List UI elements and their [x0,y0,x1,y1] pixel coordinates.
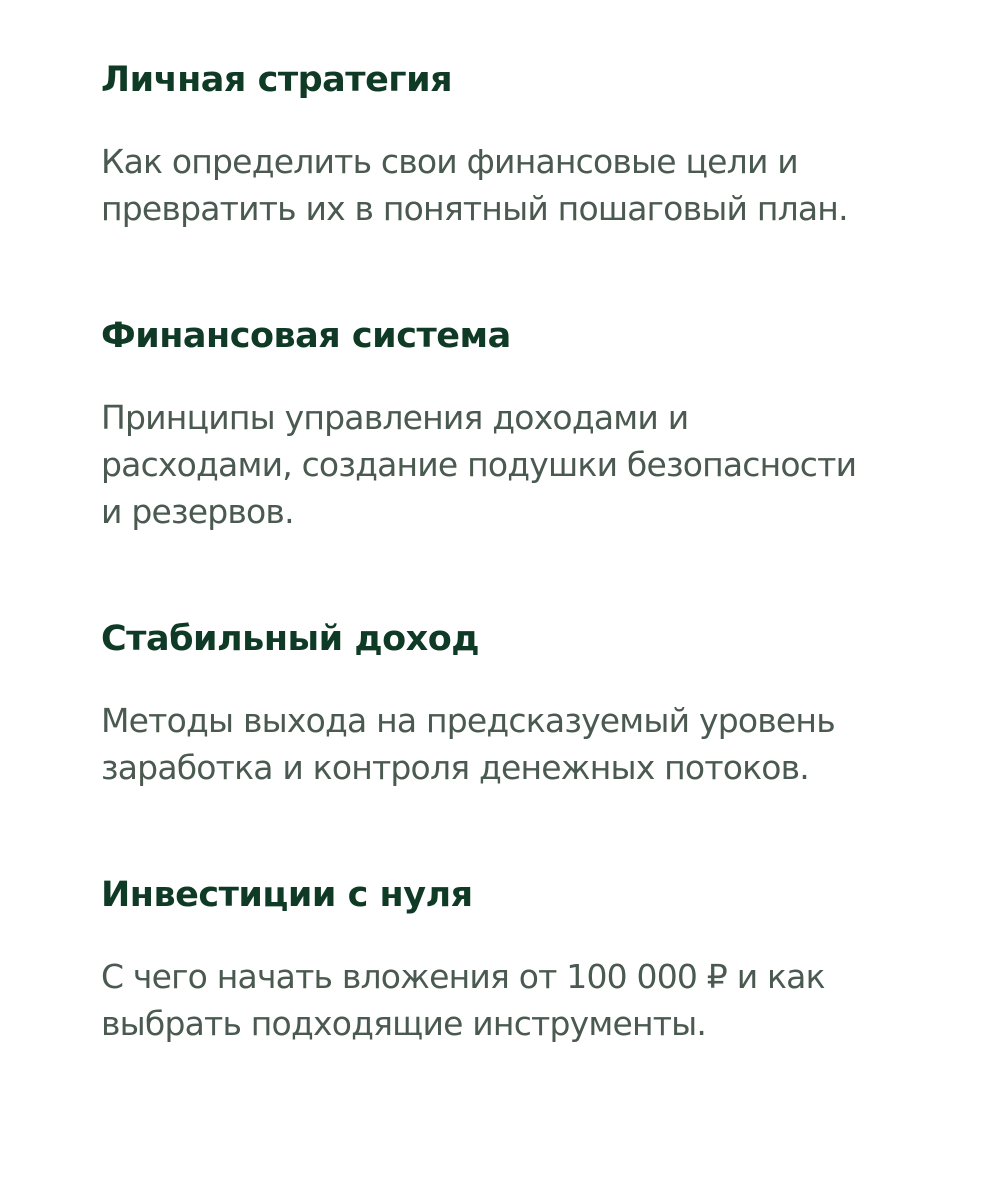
feature-title: Инвестиции с нуля [101,875,473,915]
description-line: Как определить свои финансовые цели и [101,142,798,181]
feature-description [101,953,941,1047]
description-line: Методы выхода на предсказуемый уровень [101,701,835,740]
feature-description [101,138,941,232]
description-line: заработка и контроля денежных потоков. [101,748,809,787]
description-line: С чего начать вложения от 100 000 ₽ и как [101,957,825,996]
description-line: расходами, создание подушки безопасности [101,445,857,484]
feature-investing-from-zero [101,865,941,1047]
feature-personal-strategy [101,50,941,232]
feature-title: Стабильный доход [101,619,480,659]
description-line: выбрать подходящие инструменты. [101,1004,707,1043]
description-line: Принципы управления доходами и [101,398,689,437]
description-line: и резервов. [101,492,294,531]
feature-financial-system [101,306,941,535]
feature-title: Личная стратегия [101,60,453,100]
feature-list [101,50,941,1047]
feature-title: Финансовая система [101,316,511,356]
feature-description [101,394,941,535]
feature-stable-income [101,609,941,791]
description-line: превратить их в понятный пошаговый план. [101,189,848,228]
feature-description [101,697,941,791]
